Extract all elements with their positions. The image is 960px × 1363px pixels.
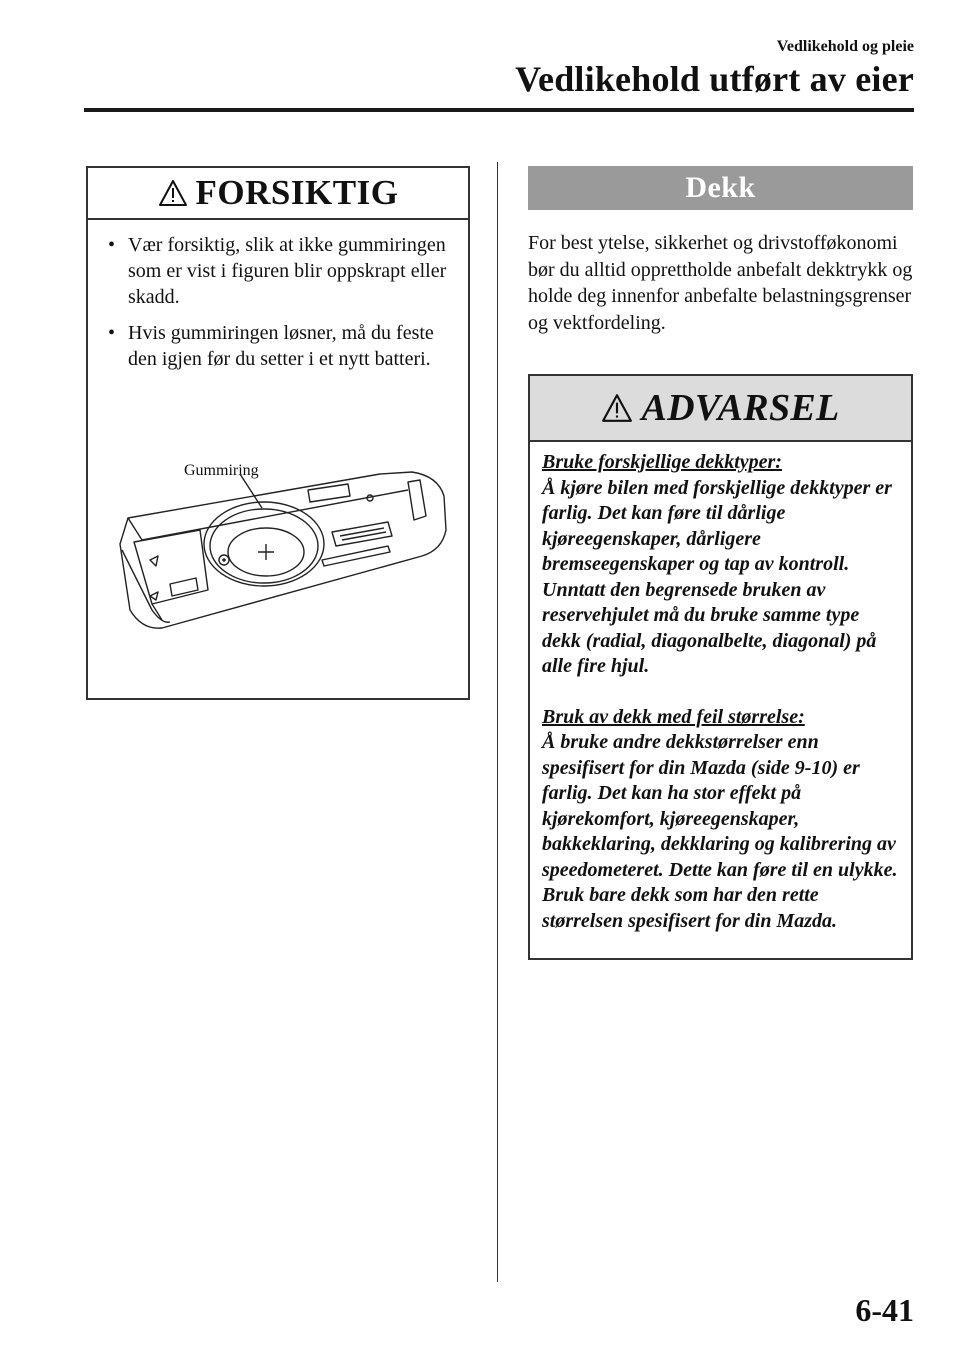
warning-body xyxy=(530,442,911,934)
warning-triangle-icon xyxy=(601,392,633,424)
caution-box xyxy=(86,166,470,700)
warning-section xyxy=(542,705,903,935)
caution-header xyxy=(88,168,468,220)
page-heading: Vedlikehold utført av eier xyxy=(515,59,914,99)
caution-title: FORSIKTIG xyxy=(195,173,399,212)
dekk-section-banner: Dekk xyxy=(528,166,913,210)
key-battery-figure xyxy=(112,460,448,640)
warning-section xyxy=(542,450,903,680)
warning-triangle-icon xyxy=(158,178,188,208)
header-rule xyxy=(84,108,914,112)
warning-box xyxy=(528,374,913,960)
caution-list xyxy=(88,220,468,372)
figure-label: Gummiring xyxy=(184,462,259,479)
dekk-intro-text: For best ytelse, sikkerhet og drivstofføkonomi bør du alltid opprettholde anbefalt dekktrykk og holde deg innenfor anbefalte belastningsgrenser og vektfordeling. xyxy=(528,232,913,334)
column-divider xyxy=(497,162,498,1282)
page-number: 6-41 xyxy=(855,1292,914,1328)
list-item: • Vær forsiktig, slik at ikke gummiringen som er vist i figuren blir oppskrapt eller skadd. xyxy=(108,234,447,308)
warning-title: ADVARSEL xyxy=(641,387,840,429)
warning-subtitle: Bruk av dekk med feil størrelse: xyxy=(542,705,805,728)
warning-subtitle: Bruke forskjellige dekktyper: xyxy=(542,451,782,473)
warning-text: Å bruke andre dekkstørrelser enn spesifisert for din Mazda (side 9-10) er farlig. Det kan ha stor effekt på kjørekomfort, kjøreegenskaper, bakkeklaring, dekklaring og kalibrering av speedometeret. Dette kan føre til en ulykke. Bruk bare dekk som har den rette størrelsen spesifisert for din Mazda. xyxy=(542,731,898,932)
section-label: Vedlikehold og pleie xyxy=(776,38,914,55)
warning-header xyxy=(530,376,911,442)
warning-text: Å kjøre bilen med forskjellige dekktyper er farlig. Det kan føre til dårlige kjøreegenskaper, dårligere bremseegenskaper og tap av kontroll. Unntatt den begrensede bruken av reservehjulet må du bruke samme type dekk (radial, diagonalbelte, diagonal) på alle fire hjul. xyxy=(542,476,892,677)
list-item: • Hvis gummiringen løsner, må du feste den igjen før du setter i et nytt batteri. xyxy=(108,322,434,370)
